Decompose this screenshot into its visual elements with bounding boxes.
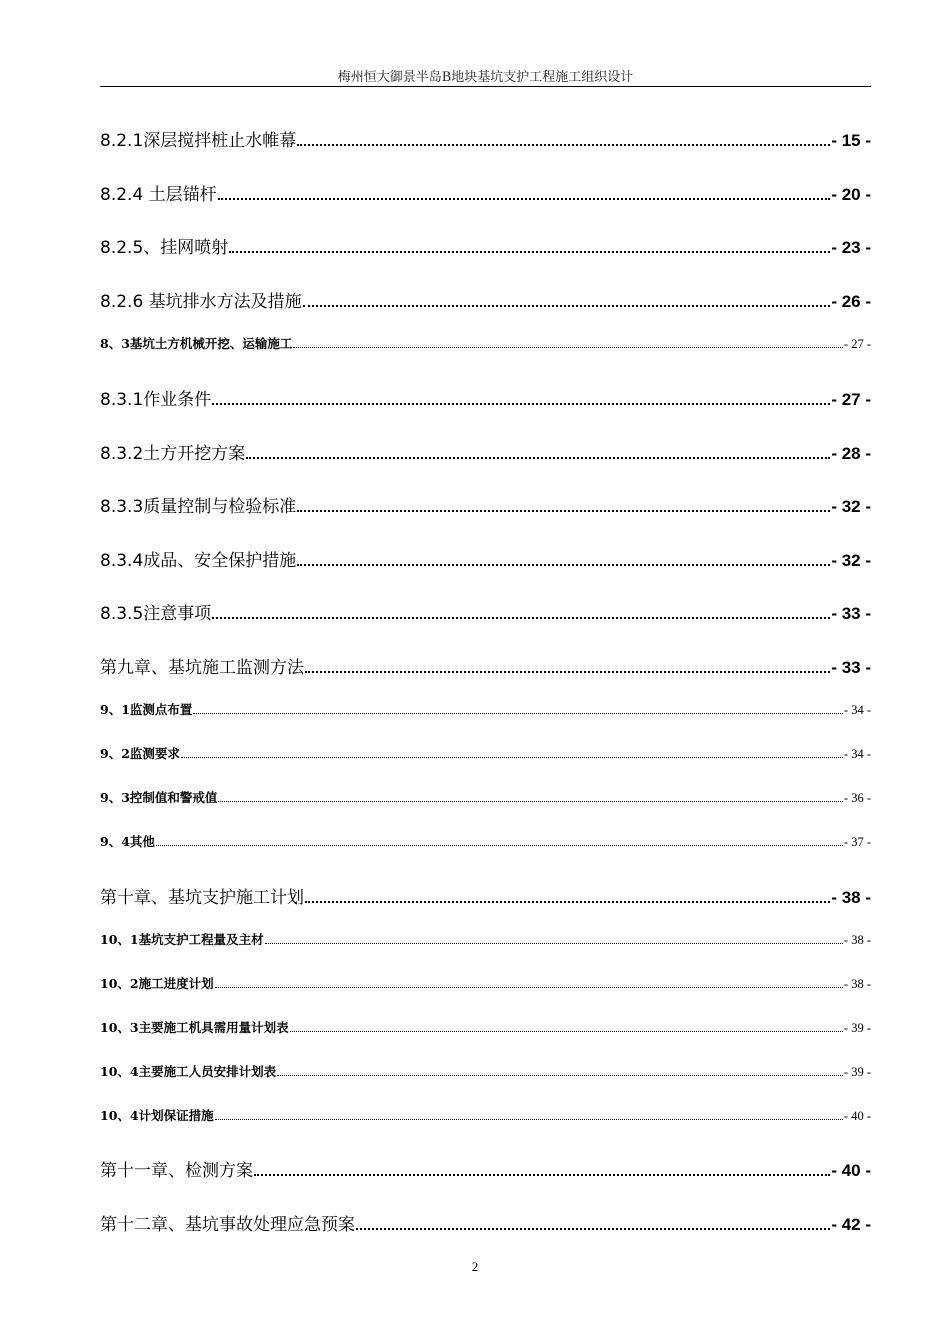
toc-entry-title: 8.3.4成品、安全保护措施 (100, 551, 297, 571)
toc-entry[interactable] (100, 700, 871, 718)
toc-entry-page: - 20 - (831, 185, 871, 204)
toc-entry-page: - 23 - (831, 238, 871, 257)
toc-entry-page: - 34 - (843, 703, 871, 717)
toc-entry-title: 10、2施工进度计划 (100, 976, 214, 991)
toc-leader-dots (181, 757, 843, 758)
toc-entry-page: - 39 - (843, 1065, 871, 1079)
toc-entry-title: 8.2.5、挂网喷射 (100, 238, 229, 258)
toc-leader-dots (215, 1119, 843, 1120)
toc-entry[interactable] (100, 233, 871, 258)
toc-leader-dots (297, 510, 830, 512)
toc-entry[interactable] (100, 492, 871, 517)
toc-entry[interactable] (100, 930, 871, 948)
toc-entry[interactable] (100, 1210, 871, 1235)
toc-entry[interactable] (100, 832, 871, 850)
toc-leader-dots (290, 1031, 843, 1032)
toc-entry[interactable] (100, 1018, 871, 1036)
toc-entry-page: - 37 - (843, 835, 871, 849)
toc-leader-dots (265, 943, 843, 944)
toc-entry[interactable] (100, 653, 871, 678)
toc-entry-page: - 40 - (843, 1109, 871, 1123)
toc-entry-title: 8.3.3质量控制与检验标准 (100, 497, 297, 517)
toc-entry-page: - 33 - (831, 658, 871, 677)
toc-leader-dots (297, 564, 830, 566)
toc-leader-dots (229, 251, 830, 253)
toc-leader-dots (156, 845, 843, 846)
toc-leader-dots (215, 987, 843, 988)
toc-entry[interactable] (100, 1156, 871, 1181)
toc-entry-title: 8.3.1作业条件 (100, 390, 212, 410)
toc-entry[interactable] (100, 974, 871, 992)
toc-entry-title: 10、3主要施工机具需用量计划表 (100, 1020, 289, 1035)
toc-entry[interactable] (100, 126, 871, 151)
toc-entry-page: - 26 - (831, 292, 871, 311)
running-header: 梅州恒大御景半岛B地块基坑支护工程施工组织设计 (337, 70, 634, 85)
toc-entry-page: - 27 - (831, 390, 871, 409)
toc-entry-page: - 39 - (843, 1021, 871, 1035)
toc-entry[interactable] (100, 788, 871, 806)
toc-leader-dots (218, 801, 843, 802)
toc-entry-page: - 40 - (831, 1161, 871, 1180)
toc-leader-dots (212, 617, 830, 619)
toc-entry-title: 9、3控制值和警戒值 (100, 790, 218, 805)
toc-entry[interactable] (100, 439, 871, 464)
toc-leader-dots (254, 1174, 830, 1176)
toc-entry-title: 第十一章、检测方案 (100, 1161, 253, 1181)
toc-entry-page: - 32 - (831, 551, 871, 570)
toc-leader-dots (212, 403, 830, 405)
toc-leader-dots (297, 144, 830, 146)
toc-entry-title: 9、4其他 (100, 834, 155, 849)
toc-entry-title: 第十章、基坑支护施工计划 (100, 888, 304, 908)
toc-entry-title: 10、1基坑支护工程量及主材 (100, 932, 264, 947)
toc-entry-title: 9、2监测要求 (100, 746, 180, 761)
toc-leader-dots (218, 198, 831, 200)
toc-entry-page: - 38 - (843, 933, 871, 947)
toc-leader-dots (293, 347, 843, 348)
toc-entry-title: 8.3.5注意事项 (100, 604, 212, 624)
page-number: 2 (471, 1259, 479, 1274)
toc-entry[interactable] (100, 385, 871, 410)
toc-entry-page: - 38 - (843, 977, 871, 991)
toc-entry-page: - 15 - (831, 131, 871, 150)
toc-leader-dots (356, 1228, 830, 1230)
toc-entry-title: 10、4主要施工人员安排计划表 (100, 1064, 277, 1079)
toc-entry-page: - 42 - (831, 1215, 871, 1234)
toc-entry-title: 8.2.6 基坑排水方法及措施 (100, 292, 302, 312)
toc-leader-dots (305, 671, 830, 673)
toc-entry-title: 第九章、基坑施工监测方法 (100, 658, 304, 678)
toc-entry-title: 8.2.1深层搅拌桩止水帷幕 (100, 131, 297, 151)
toc-entry-page: - 34 - (843, 747, 871, 761)
toc-leader-dots (277, 1075, 843, 1076)
toc-entry[interactable] (100, 546, 871, 571)
toc-entry[interactable] (100, 599, 871, 624)
toc-entry-page: - 28 - (831, 444, 871, 463)
toc-entry-title: 9、1监测点布置 (100, 702, 193, 717)
toc-entry[interactable] (100, 180, 871, 205)
toc-leader-dots (303, 305, 831, 307)
toc-entry[interactable] (100, 287, 871, 312)
toc-entry[interactable] (100, 334, 871, 352)
toc-entry[interactable] (100, 1106, 871, 1124)
toc-entry-page: - 27 - (843, 337, 871, 351)
toc-entry-title: 第十二章、基坑事故处理应急预案 (100, 1215, 355, 1235)
toc-entry-page: - 38 - (831, 888, 871, 907)
toc-entry-page: - 33 - (831, 604, 871, 623)
toc-entry-title: 10、4计划保证措施 (100, 1108, 214, 1123)
toc-entry-title: 8.3.2土方开挖方案 (100, 444, 246, 464)
toc-leader-dots (193, 713, 843, 714)
toc-entry-page: - 32 - (831, 497, 871, 516)
toc-entry[interactable] (100, 1062, 871, 1080)
toc-leader-dots (305, 901, 830, 903)
toc-entry-page: - 36 - (843, 791, 871, 805)
toc-entry-title: 8、3基坑土方机械开挖、运输施工 (100, 336, 293, 351)
toc-entry[interactable] (100, 744, 871, 762)
toc-leader-dots (246, 457, 830, 459)
toc-entry[interactable] (100, 883, 871, 908)
toc-entry-title: 8.2.4 土层锚杆 (100, 185, 217, 205)
